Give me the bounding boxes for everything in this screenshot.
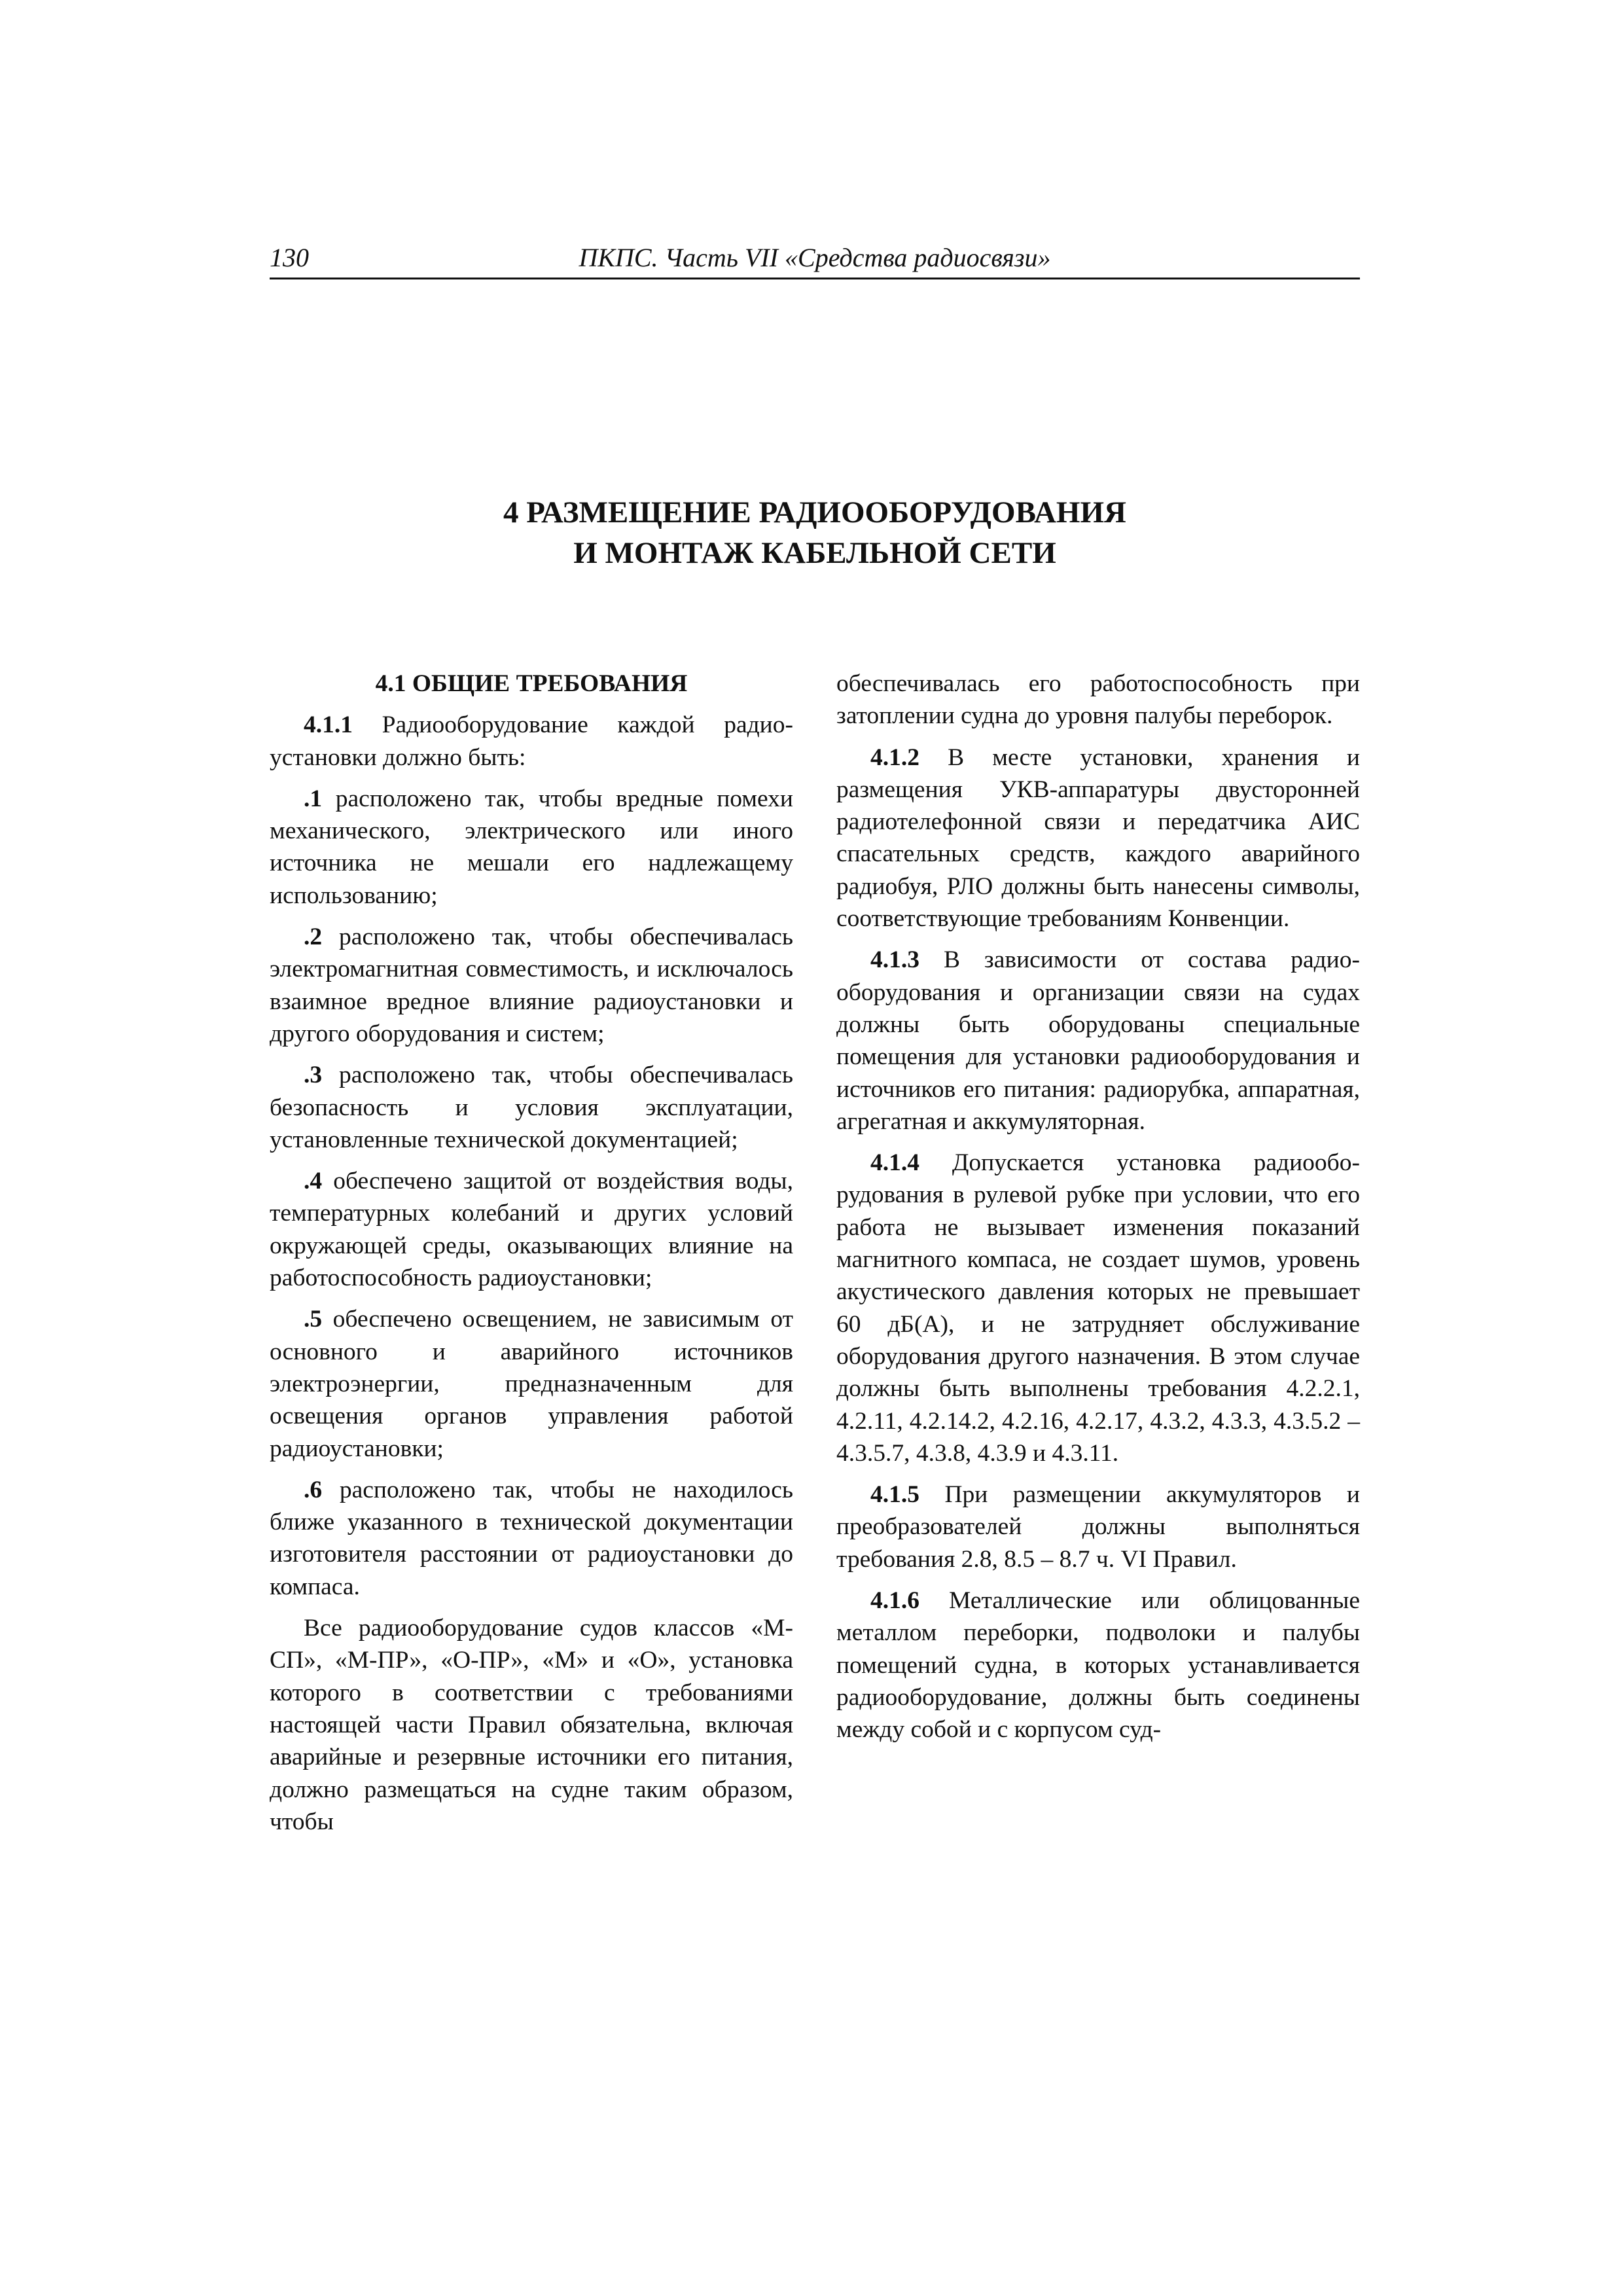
paragraph-4-1-3	[836, 944, 1360, 1138]
clause-number: 4.1.2	[870, 744, 919, 771]
running-title: ПКПС. Часть VII «Средства радиосвязи»	[579, 243, 1051, 272]
item-number: .2	[304, 924, 323, 951]
list-item	[270, 1303, 793, 1464]
list-item	[270, 1165, 793, 1294]
item-number: .3	[304, 1062, 323, 1089]
right-column	[836, 668, 1360, 1755]
running-header	[270, 240, 1360, 279]
chapter-title-line1: 4 РАЗМЕЩЕНИЕ РАДИООБОРУДОВАНИЯ	[503, 495, 1126, 529]
page-number: 130	[270, 243, 309, 272]
item-text: расположено так, чтобы обеспечивалась электромагнитная совместимость, и исключалось взаимное вредное влияние радиоустановки и другого оборудования и систем;	[270, 924, 793, 1047]
item-text: расположено так, чтобы обеспечивалась безопасность и условия эксплуатации, установленные технической документацией;	[270, 1062, 793, 1153]
item-number: .5	[304, 1306, 323, 1333]
item-text: обеспечено освещением, не зависимым от основного и аварийного источников электроэнергии, предназначенным для освещения органов управления работой радиоустановки;	[270, 1306, 793, 1462]
clause-number: 4.1.5	[870, 1481, 919, 1509]
paragraph-4-1-4	[836, 1147, 1360, 1469]
item-number: .6	[304, 1476, 323, 1503]
paragraph-4-1-2	[836, 742, 1360, 935]
clause-number: 4.1.1	[304, 711, 353, 739]
list-item	[270, 1474, 793, 1603]
clause-text: Радиооборудование каждой радиоустановки должно быть:	[270, 711, 793, 771]
clause-text: В месте установки, хранения и размещения УКВ-аппаратуры двусторонней радиотелефонной связи и передатчика АИС спасательных средств, каждого аварийного радиобуя, РЛО должны быть нанесены символы, соответствующие требованиям Конвенции.	[836, 744, 1360, 933]
clause-text: В зависимости от состава радиооборудования и организации связи на судах должны быть оборудованы специальные помещения для установки радиооборудования и источников его питания: радиорубка, аппаратная, агрегатная и аккумуляторная.	[836, 946, 1360, 1135]
item-text: расположено так, чтобы вредные помехи механического, электрического или иного источника не мешали его надлежащему использованию;	[270, 785, 793, 909]
clause-text: Металлические или облицованные металлом переборки, подволоки и палубы помещений судна, в которых устанавливается радиооборудование, должны быть соединены между собой и с корпусом суд-	[836, 1587, 1360, 1744]
paragraph-all-equipment: Все радиооборудование судов классов «М-СП», «М-ПР», «О-ПР», «М» и «О», установка которого в соответствии с требованиями настоящей части Правил обязательна, включая аварийные и резервные источники его питания, должно размещаться на судне таким образом, чтобы	[270, 1615, 793, 1835]
paragraph-4-1-6	[836, 1585, 1360, 1746]
paragraph-4-1-5	[836, 1479, 1360, 1575]
section-heading: 4.1 ОБЩИЕ ТРЕБОВАНИЯ	[375, 670, 688, 697]
clause-number: 4.1.4	[870, 1149, 919, 1177]
list-item	[270, 783, 793, 912]
clause-number: 4.1.6	[870, 1587, 919, 1615]
item-text: обеспечено защитой от воздействия воды, температурных колебаний и других условий окружающей среды, оказывающих влияние на работоспособность радиоустановки;	[270, 1168, 793, 1292]
item-text: расположено так, чтобы не находилось ближе указанного в технической документации изготовителя расстоянии от радиоустановки до компаса.	[270, 1476, 793, 1600]
list-item	[270, 921, 793, 1050]
chapter-title	[270, 492, 1360, 573]
clause-text: При размещении аккумуляторов и преобразователей должны выполняться требования 2.8, 8.5 – 8.7 ч. VI Правил.	[836, 1481, 1360, 1573]
clause-text: Допускается установка радиооборудования в рулевой рубке при условии, что его работа не вызывает изменения показаний магнитного компаса, не создает шумов, уровень акустического давления которых не превышает 60 дБ(А), и не затрудняет обслуживание оборудования другого назначения. В этом случае должны быть выполнены требования 4.2.2.1, 4.2.11, 4.2.14.2, 4.2.16, 4.2.17, 4.3.2, 4.3.3, 4.3.5.2 – 4.3.5.7, 4.3.8, 4.3.9 и 4.3.11.	[836, 1149, 1360, 1467]
chapter-title-line2: И МОНТАЖ КАБЕЛЬНОЙ СЕТИ	[573, 536, 1056, 570]
left-column	[270, 668, 793, 1847]
paragraph-4-1-1	[270, 709, 793, 774]
list-item	[270, 1059, 793, 1156]
paragraph-continuation: обеспечивалась его работоспособность при затоплении судна до уровня палубы переборок.	[836, 670, 1360, 730]
clause-number: 4.1.3	[870, 946, 919, 974]
item-number: .1	[304, 785, 323, 812]
item-number: .4	[304, 1168, 323, 1195]
